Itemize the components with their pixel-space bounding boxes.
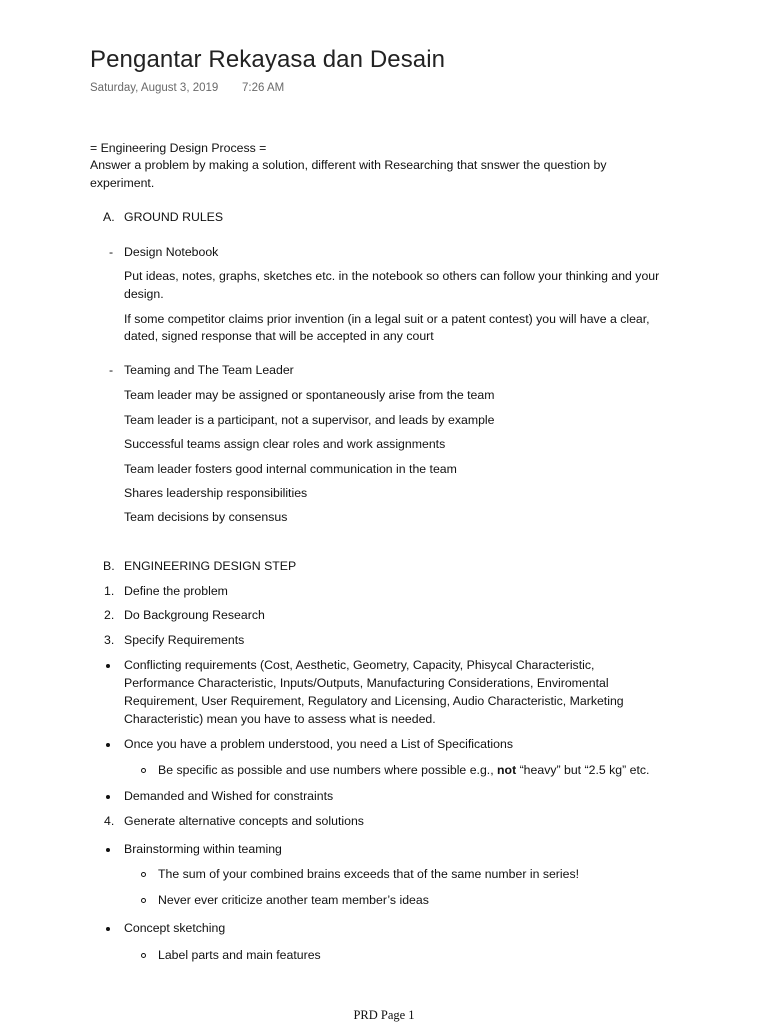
page-time: 7:26 AM [242, 82, 285, 94]
section-b-letter: B. [103, 559, 115, 573]
bullet-circle-icon [141, 872, 146, 877]
page-date: Saturday, August 3, 2019 [90, 82, 219, 94]
teaming-item: Team leader is a participant, not a supervisor, and leads by example [124, 413, 495, 427]
step-text: Generate alternative concepts and solutions [124, 814, 364, 828]
design-notebook-p2-line2: dated, signed response that will be accepted in any court [124, 329, 434, 343]
teaming-item: Team leader may be assigned or spontaneously arise from the team [124, 388, 495, 402]
step-number: 3. [104, 633, 115, 647]
step-text: Specify Requirements [124, 633, 245, 647]
bullet-dot-icon [106, 743, 110, 747]
step-text: Define the problem [124, 584, 228, 598]
bullet-dot-icon [106, 664, 110, 668]
be-specific-tail: “heavy” but “2.5 kg” etc. [516, 763, 650, 777]
section-b-title: ENGINEERING DESIGN STEP [124, 559, 297, 573]
bullet-dot-icon [106, 795, 110, 799]
label-parts-item: Label parts and main features [158, 948, 321, 962]
step-number: 2. [104, 608, 115, 622]
intro-heading: = Engineering Design Process = [90, 141, 267, 155]
conflicting-line-2: Performance Characteristic, Inputs/Outputs, Manufacturing Considerations, Enviromental [124, 676, 609, 690]
brainstorming-item: Brainstorming within teaming [124, 842, 282, 856]
design-notebook-p1-line1: Put ideas, notes, graphs, sketches etc. in the notebook so others can follow your thinking and your [124, 269, 660, 283]
design-notebook-p1-line2: design. [124, 287, 164, 301]
bullet-circle-icon [141, 768, 146, 773]
conflicting-line-4: Characteristic) mean you have to assess what is needed. [124, 712, 436, 726]
section-a-title: GROUND RULES [124, 210, 224, 224]
teaming-item: Team decisions by consensus [124, 510, 288, 524]
teaming-item: Team leader fosters good internal communication in the team [124, 462, 457, 476]
step-text: Do Backgroung Research [124, 608, 265, 622]
page-title: Pengantar Rekayasa dan Desain [90, 46, 446, 73]
design-notebook-p2-line1: If some competitor claims prior invention (in a legal suit or a patent contest) you will have a clear, [124, 312, 650, 326]
section-a-letter: A. [103, 210, 115, 224]
conflicting-line-3: Requirement, User Requirement, Regulatory and Licensing, Audio Characteristic, Marketing [124, 694, 624, 708]
intro-line-2: experiment. [90, 176, 155, 190]
never-criticize-item: Never ever criticize another team member’s ideas [158, 893, 429, 907]
be-specific-text: Be specific as possible and use numbers where possible e.g., [158, 763, 498, 777]
conflicting-line-1: Conflicting requirements (Cost, Aesthetic, Geometry, Capacity, Phisycal Characteristic, [124, 658, 595, 672]
design-notebook-label: Design Notebook [124, 245, 219, 259]
page-footer: PRD Page 1 [353, 1008, 415, 1022]
combined-brains-item: The sum of your combined brains exceeds that of the same number in series! [158, 867, 580, 881]
bullet-circle-icon [141, 953, 146, 958]
teaming-item: Successful teams assign clear roles and work assignments [124, 437, 446, 451]
intro-line-1: Answer a problem by making a solution, different with Researching that snswer the question by [90, 158, 607, 172]
step-number: 1. [104, 584, 115, 598]
concept-sketching-item: Concept sketching [124, 921, 226, 935]
demanded-constraints: Demanded and Wished for constraints [124, 789, 334, 803]
bullet-dot-icon [106, 848, 110, 852]
bullet-circle-icon [141, 898, 146, 903]
dash-marker: - [109, 245, 114, 259]
be-specific-item [158, 761, 649, 779]
teaming-item: Shares leadership responsibilities [124, 486, 308, 500]
teaming-label: Teaming and The Team Leader [124, 363, 294, 377]
be-specific-bold: not [497, 763, 517, 777]
dash-marker: - [109, 363, 114, 377]
list-of-specifications: Once you have a problem understood, you need a List of Specifications [124, 737, 513, 751]
step-number: 4. [104, 814, 115, 828]
bullet-dot-icon [106, 927, 110, 931]
